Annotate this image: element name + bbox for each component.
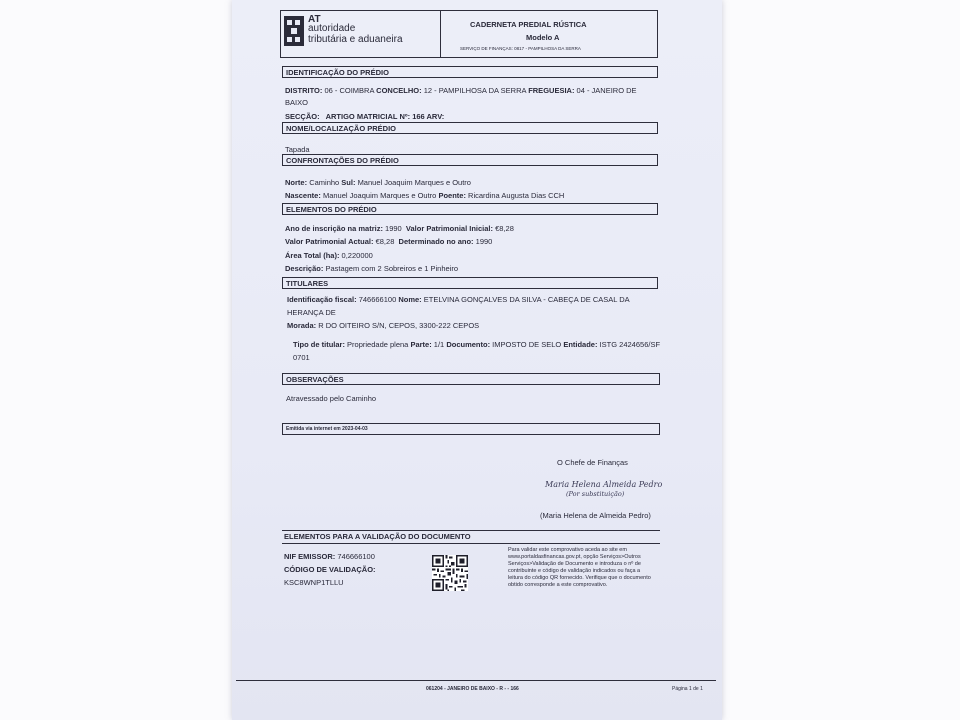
section-titulares: TITULARES (282, 277, 658, 289)
titular-nome-cont: HERANÇA DE (287, 308, 336, 317)
doc-model: Modelo A (526, 33, 560, 42)
section-elementos: ELEMENTOS DO PRÉDIO (282, 203, 658, 215)
section-confrontacoes: CONFRONTAÇÕES DO PRÉDIO (282, 154, 658, 166)
chefe-financas: O Chefe de Finanças (557, 458, 628, 467)
nascente-poente-line: Nascente: Manuel Joaquim Marques e Outro Poente: Ricardina Augusta Dias CCH (285, 191, 565, 200)
morada-line: Morada: R DO OITEIRO S/N, CEPOS, 3300-222 CEPOS (287, 321, 480, 330)
section-identificacao: IDENTIFICAÇÃO DO PRÉDIO (282, 66, 658, 78)
emitida-text: Emitida via internet em 2023-04-03 (286, 426, 368, 432)
section-validacao: ELEMENTOS PARA A VALIDAÇÃO DO DOCUMENTO (284, 532, 471, 541)
distrito-line: DISTRITO: 06 - COIMBRA CONCELHO: 12 - PAMPILHOSA DA SERRA FREGUESIA: 04 - JANEIRO DE (285, 86, 637, 95)
codigo-label: CÓDIGO DE VALIDAÇÃO: (284, 565, 376, 574)
footer-page: Página 1 de 1 (672, 686, 703, 692)
titular-id-line: Identificação fiscal: 746666100 Nome: ETELVINA GONÇALVES DA SILVA - CABEÇA DE CASAL DA (287, 295, 630, 304)
logo-line1: autoridade (308, 23, 356, 34)
nif-line: NIF EMISSOR: 746666100 (284, 552, 375, 561)
signatory-name: (Maria Helena de Almeida Pedro) (540, 511, 651, 520)
logo-at: AT (308, 14, 321, 25)
at-logo-icon (284, 16, 304, 46)
doc-title: CADERNETA PREDIAL RÚSTICA (470, 20, 587, 29)
qr-code-icon (432, 555, 468, 591)
descricao-line: Descrição: Pastagem com 2 Sobreiros e 1 Pinheiro (285, 264, 459, 273)
signature-substitute: (Por substituição) (566, 490, 625, 498)
footer-divider (236, 680, 716, 681)
service-office: SERVIÇO DE FINANÇAS: 0817 - PAMPILHOSA DA SERRA (460, 46, 581, 51)
ano-line: Ano de inscrição na matriz: 1990 Valor Patrimonial Inicial: €8,28 (285, 224, 514, 233)
tipo-titular-line: Tipo de titular: Propriedade plena Parte: 1/1 Documento: IMPOSTO DE SELO Entidade: ISTG 2424656/SF (293, 340, 661, 349)
logo-line2: tributária e aduaneira (308, 34, 403, 45)
signature: Maria Helena Almeida Pedro (545, 480, 663, 489)
footer-ref: 061204 - JANEIRO DE BAIXO - R - - 166 (426, 686, 519, 692)
nome-value: Tapada (285, 145, 310, 154)
observacoes-value: Atravessado pelo Caminho (286, 394, 377, 403)
freguesia-cont: BAIXO (285, 98, 308, 107)
vpa-line: Valor Patrimonial Actual: €8,28 Determinado no ano: 1990 (285, 237, 493, 246)
section-observacoes: OBSERVAÇÕES (282, 373, 660, 385)
validacao-info: Para validar este comprovativo aceda ao site em www.portaldasfinancas.gov.pt, opção Serviços>Outros Serviços>Validação de Documento e introduza o nº de contribuinte e código de validação indicados ou faça a leitura do código QR fornecido. Verifique que o documento obtido corresponde a este comprovativo. (508, 547, 651, 588)
artigo-line: SECÇÃO: ARTIGO MATRICIAL Nº: 166 ARV: (285, 112, 445, 121)
codigo-value: KSC8WNP1TLLU (284, 578, 344, 587)
norte-sul-line: Norte: Caminho Sul: Manuel Joaquim Marques e Outro (285, 178, 471, 187)
section-nome: NOME/LOCALIZAÇÃO PRÉDIO (282, 122, 658, 134)
entidade-cont: 0701 (293, 353, 310, 362)
area-line: Área Total (ha): 0,220000 (285, 251, 373, 260)
